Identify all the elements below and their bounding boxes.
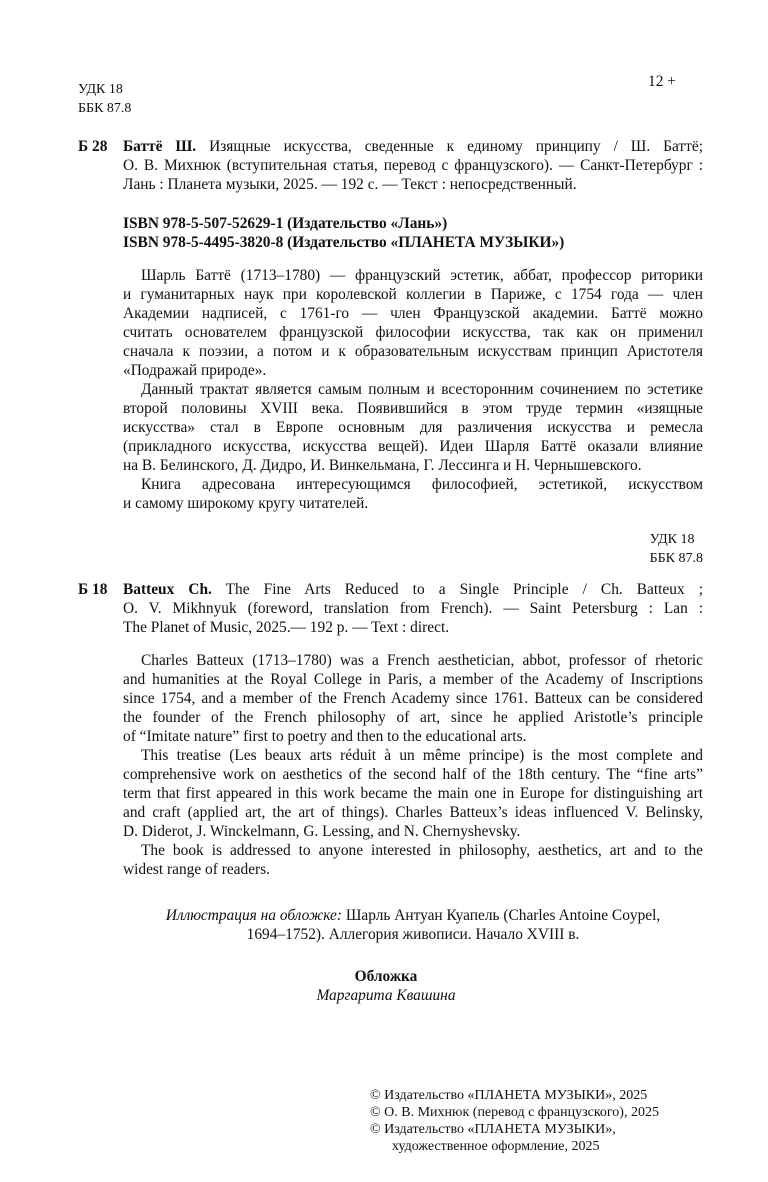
ru-abstract-line: считать основателем французской философии искусства, так как он применил — [123, 324, 703, 341]
isbn-lan: ISBN 978-5-507-52629-1 (Издательство «Лань») — [123, 215, 448, 232]
ru-entry — [123, 137, 703, 194]
copyright-line: © Издательство «ПЛАНЕТА МУЗЫКИ», — [370, 1122, 616, 1137]
en-abstract-line: the founder of the French philosophy of art, since he applied Aristotle’s principle — [123, 709, 703, 726]
bbk-code: ББК 87.8 — [78, 101, 132, 116]
ru-entry-line1: Изящные искусства, сведенные к единому принципу / Ш. Баттё; — [209, 138, 703, 155]
cover-designer: Маргарита Квашина — [316, 987, 456, 1004]
en-entry — [123, 580, 703, 637]
en-entry-line3: The Planet of Music, 2025.— 192 p. — Text : direct. — [123, 619, 450, 636]
en-entry-line2: O. V. Mikhnyuk (foreword, translation from French). — Saint Petersburg : Lan : — [123, 600, 703, 617]
en-abstract-line: since 1754, and a member of the French Academy since 1761. Batteux can be considered — [123, 690, 703, 707]
en-abstract-line: of “Imitate nature” first to poetry and then to the educational arts. — [123, 728, 527, 745]
ru-abstract — [123, 266, 703, 513]
ru-abstract-line: сначала к поэзии, а потом и к образовательным искусствам принцип Аристотеля — [123, 343, 703, 360]
ru-abstract-line: искусства» стал в Европе основным для различения искусства и ремесла — [123, 419, 703, 436]
cover-illustration — [123, 906, 703, 944]
codes-right — [650, 530, 703, 568]
cover-illustration-label: Иллюстрация на обложке: — [165, 907, 342, 924]
isbn-planeta: ISBN 978-5-4495-3820-8 (Издательство «ПЛАНЕТА МУЗЫКИ») — [123, 234, 565, 251]
cover-illustration-line2: 1694–1752). Аллегория живописи. Начало XVIII в. — [246, 926, 580, 943]
cover-illustration-line1: Шарль Антуан Куапель (Charles Antoine Coypel, — [345, 907, 661, 924]
copyright-block — [370, 1087, 659, 1155]
en-abstract-line: and humanities at the Royal College in Paris, a member of the Academy of Inscriptions — [123, 671, 703, 688]
udk-code: УДК 18 — [78, 82, 123, 97]
ru-abstract-line: Книга адресована интересующимся философией, эстетикой, искусством — [141, 476, 703, 493]
en-abstract-line: D. Diderot, J. Winckelmann, G. Lessing, and N. Chernyshevsky. — [123, 823, 521, 840]
en-abstract — [123, 651, 703, 879]
ru-entry-line2: О. В. Михнюк (вступительная статья, перевод с французского). — Санкт-Петербург : — [123, 157, 703, 174]
cover-design — [123, 967, 649, 1005]
en-abstract-line: The book is addressed to anyone interested in philosophy, aesthetics, art and to the — [141, 842, 703, 859]
ru-abstract-line: Данный трактат является самым полным и всесторонним сочинением по эстетике — [141, 381, 703, 398]
ru-abstract-line: «Подражай природе». — [123, 362, 267, 379]
copyright-line: художественное оформление, 2025 — [392, 1139, 600, 1154]
ru-abstract-line: второй половины XVIII века. Появившийся в этом труде термин «изящные — [123, 400, 703, 417]
udk-code-2: УДК 18 — [649, 532, 695, 547]
isbn-block — [123, 214, 703, 252]
copyright-line: © О. В. Михнюк (перевод с французского), 2025 — [370, 1105, 659, 1120]
ru-entry-code: Б 28 — [78, 138, 108, 155]
header-codes — [78, 80, 131, 118]
en-abstract-line: widest range of readers. — [123, 861, 271, 878]
bbk-code-2: ББК 87.8 — [649, 551, 703, 566]
ru-abstract-line: и гуманитарных наук при королевской коллегии в Париже, с 1754 года — член — [123, 286, 703, 303]
en-abstract-line: comprehensive work on aesthetics of the second half of the 18th century. The “fine arts” — [123, 766, 703, 783]
en-abstract-line: and craft (applied art, the art of things). Charles Batteux’s ideas influenced V. Belinsky, — [123, 804, 703, 821]
ru-entry-author: Баттё Ш. — [123, 138, 197, 155]
en-abstract-line: term that first appeared in this work became the main one in Europe for distinguishing art — [123, 785, 703, 802]
age-rating: 12 + — [648, 73, 676, 90]
ru-abstract-line: Шарль Баттё (1713–1780) — французский эстетик, аббат, профессор риторики — [141, 267, 703, 284]
en-abstract-line: This treatise (Les beaux arts réduit à un même principe) is the most complete and — [141, 747, 703, 764]
copyright-line: © Издательство «ПЛАНЕТА МУЗЫКИ», 2025 — [370, 1088, 648, 1103]
ru-abstract-line: Академии надписей, с 1761-го — член Французской академии. Баттё можно — [123, 305, 703, 322]
ru-abstract-line: (прикладного искусства, искусства вещей). Идеи Шарля Баттё оказали влияние — [123, 438, 703, 455]
en-entry-code: Б 18 — [78, 581, 108, 598]
ru-abstract-line: и самому широкому кругу читателей. — [123, 495, 369, 512]
en-abstract-line: Charles Batteux (1713–1780) was a French aesthetician, abbot, professor of rhetoric — [141, 652, 703, 669]
en-entry-line1: The Fine Arts Reduced to a Single Principle / Ch. Batteux ; — [225, 581, 703, 598]
en-entry-author: Batteux Ch. — [123, 581, 212, 598]
ru-entry-line3: Лань : Планета музыки, 2025. — 192 с. — Текст : непосредственный. — [123, 176, 577, 193]
cover-design-heading: Обложка — [354, 968, 418, 985]
ru-abstract-line: на В. Белинского, Д. Дидро, И. Винкельмана, Г. Лессинга и Н. Чернышевского. — [123, 457, 642, 474]
